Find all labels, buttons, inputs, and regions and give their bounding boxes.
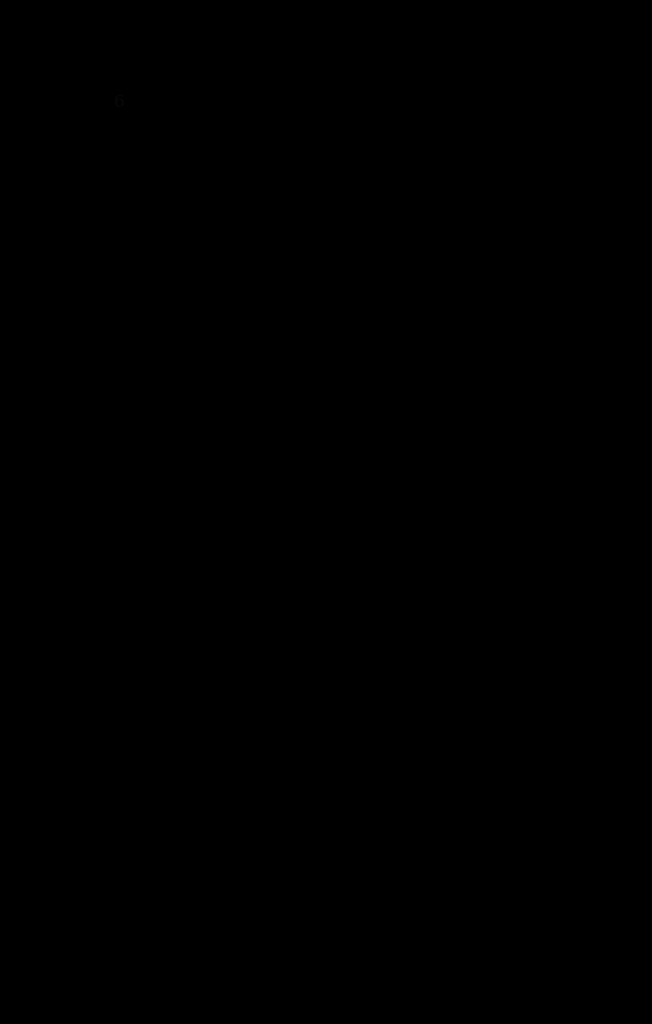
page-number: 6 bbox=[114, 92, 125, 112]
